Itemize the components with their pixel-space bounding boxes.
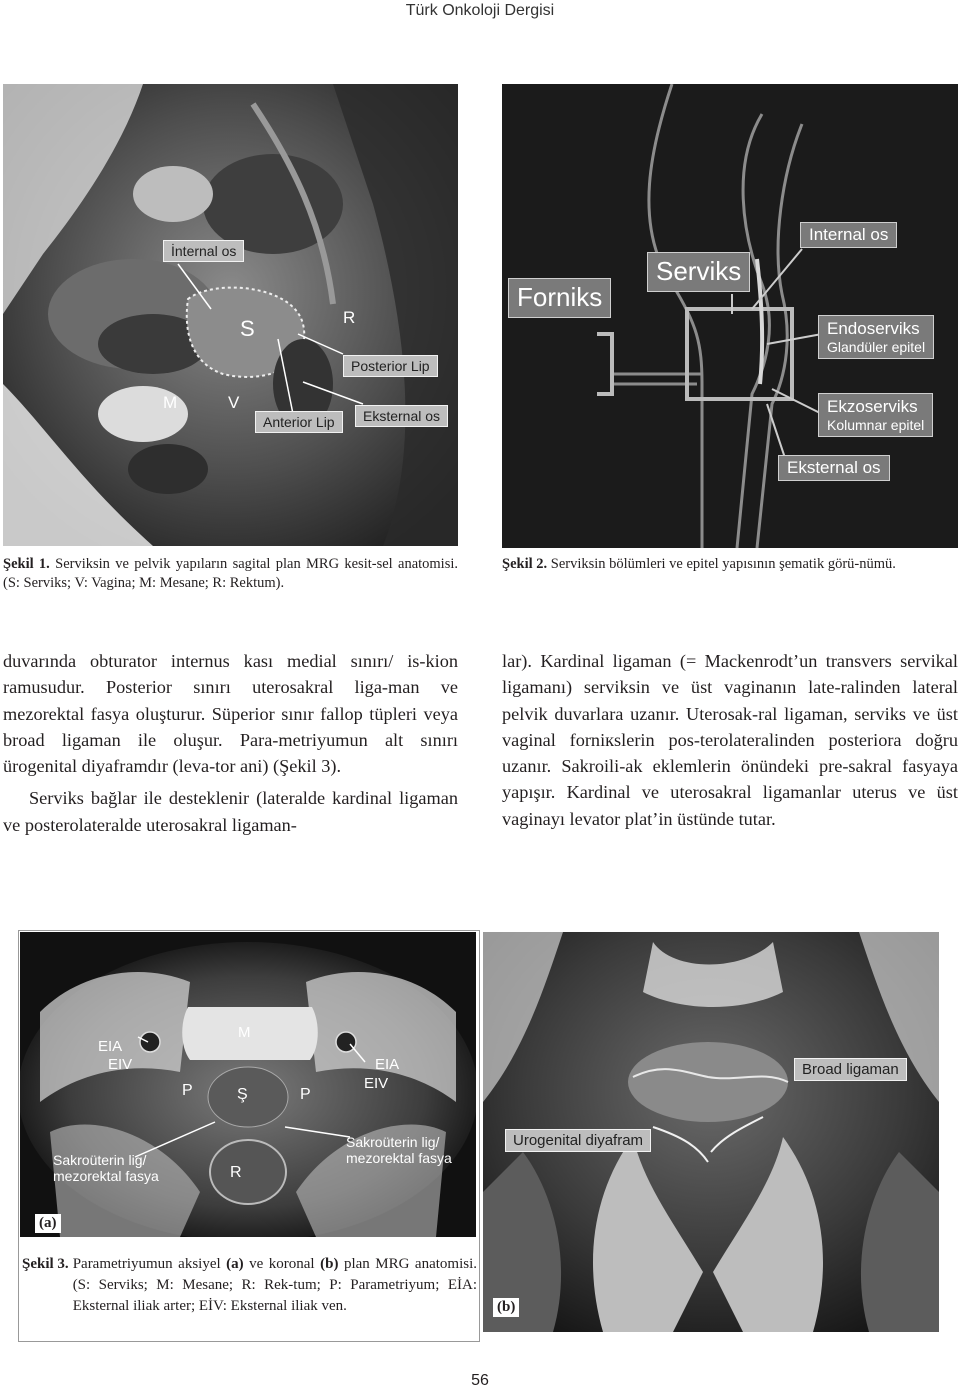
figure3-caption-part3: plan MRG anatomisi. (S: Serviks; M: Mesane; R: Rek-tum; P: Parametriyum; EİA: Eksternal iliak arter; EİV: Eksternal iliak ven. [72, 1256, 478, 1314]
label-p-right: P [300, 1086, 311, 1103]
figure3-caption-body [22, 1254, 477, 1317]
label-s-serviks: S [240, 316, 255, 341]
figure3b-mri-image [483, 932, 939, 1332]
label-r-rektum: R [343, 308, 356, 327]
figure1-mri-illustration [3, 84, 458, 546]
figure3-caption-part1: Parametriyumun aksiyel [72, 1256, 227, 1272]
label-anterior-lip: Anterior Lip [255, 411, 343, 433]
label-endoserviks-sub: Glandüler epitel [827, 338, 926, 355]
label-eksternal-os-schematic: Eksternal os [778, 455, 890, 481]
label-eia-right: EIA [375, 1056, 400, 1073]
label-sakrouterin-right-line1: Sakroüterin lig/ [346, 1134, 440, 1150]
figure3a-mri-image [20, 932, 476, 1237]
label-r-rektum-axial: R [230, 1164, 242, 1181]
body-column-left [3, 648, 458, 838]
label-s-serviks-axial: Ş [237, 1086, 248, 1103]
figure1-mri-image [3, 84, 458, 546]
figure3-caption-a: (a) [226, 1256, 244, 1272]
body-column-right [502, 648, 958, 832]
body-right-paragraph-1: lar). Kardinal ligaman (= Mackenrodt’un transvers servikal ligamanı) serviksin ve üst vaginanın late-ralinden lateral pelvik duvarlara uzanır. Uterosak-ral ligaman, serviks ve üst vaginal forniкslerin pos-terolateralinden posteriora doğru uzanır. Sakroili-ak eklemlerin önündeki pre-sakral fasyaya yapışır. Kardinal ve uterosakral ligamanlar uterus ve üst vaginayı levator plat’in üstünde tutar. [502, 651, 958, 829]
label-eiv-left: EIV [108, 1056, 133, 1073]
label-v-vagina: V [228, 393, 240, 412]
body-left-paragraph-2: Serviks bağlar ile desteklenir (lateralde kardinal ligaman ve posterolateralde uterosakral ligaman- [3, 788, 458, 835]
label-ekzoserviks-title: Ekzoserviks [827, 397, 918, 416]
figure3a-panel-label: (a) [35, 1214, 61, 1233]
label-sakrouterin-left-line2: mezorektal fasya [53, 1168, 159, 1185]
label-urogenital-diyafram: Urogenital diyafram [505, 1129, 651, 1152]
figure2-caption-label: Şekil 2. [502, 556, 548, 572]
figure3-caption-b: (b) [320, 1256, 339, 1272]
figure3b-panel-label: (b) [493, 1298, 519, 1317]
label-p-left: P [182, 1082, 193, 1099]
figure3-caption-text [73, 1254, 477, 1317]
label-forniks-schematic: Forniks [508, 278, 611, 318]
journal-header: Türk Onkoloji Dergisi [405, 2, 555, 19]
figure1-caption [3, 555, 458, 593]
label-eiv-right: EIV [364, 1075, 389, 1092]
label-m-mesane-axial: M [238, 1024, 251, 1041]
figure3a-mri-illustration [20, 932, 476, 1237]
body-left-paragraph-1: duvarında obturator internus kası medial sınırı/ is-kion ramusudur. Posterior sınırı uterosakral liga-man ve mezorektal fasya oluşturur. Süperior sınır fallop tüpleri veya broad ligaman ile oluşur. Para-metriyumun alt sınırı ürogenital diyaframdır (leva-tor ani) (Şekil 3). [3, 651, 458, 777]
label-serviks-schematic: Serviks [647, 252, 750, 292]
label-eksternal-os: Eksternal os [355, 405, 448, 427]
label-internal-os-schematic: Internal os [800, 222, 897, 248]
figure3-caption-part2: ve koronal [243, 1256, 321, 1272]
label-posterior-lip: Posterior Lip [343, 355, 438, 377]
label-internal-os: İnternal os [163, 240, 244, 262]
label-sakrouterin-left-line1: Sakroüterin lig/ [53, 1152, 147, 1168]
figure2-caption-text: Serviksin bölümleri ve epitel yapısının şematik görü-nümü. [550, 556, 896, 572]
figure3-caption-label: Şekil 3. [22, 1256, 69, 1272]
label-endoserviks-schematic [818, 315, 934, 359]
figure2-schematic [502, 84, 958, 548]
figure1-caption-label: Şekil 1. [3, 556, 50, 572]
label-ekzoserviks-schematic [818, 393, 933, 437]
label-sakrouterin-right [346, 1134, 452, 1166]
figure2-caption [502, 555, 958, 574]
label-sakrouterin-right-line2: mezorektal fasya [346, 1150, 452, 1167]
label-sakrouterin-left [53, 1152, 159, 1184]
label-endoserviks-title: Endoserviks [827, 319, 920, 338]
label-ekzoserviks-sub: Kolumnar epitel [827, 416, 925, 433]
label-eia-left: EIA [98, 1038, 123, 1055]
page-number: 56 [471, 1372, 489, 1389]
label-m-mesane: M [163, 393, 178, 412]
figure1-caption-text: Serviksin ve pelvik yapıların sagital plan MRG kesit-sel anatomisi. (S: Serviks; V: Vagina; M: Mesane; R: Rektum). [3, 556, 459, 591]
figure3-caption [22, 1254, 477, 1317]
label-broad-ligaman: Broad ligaman [794, 1058, 907, 1081]
